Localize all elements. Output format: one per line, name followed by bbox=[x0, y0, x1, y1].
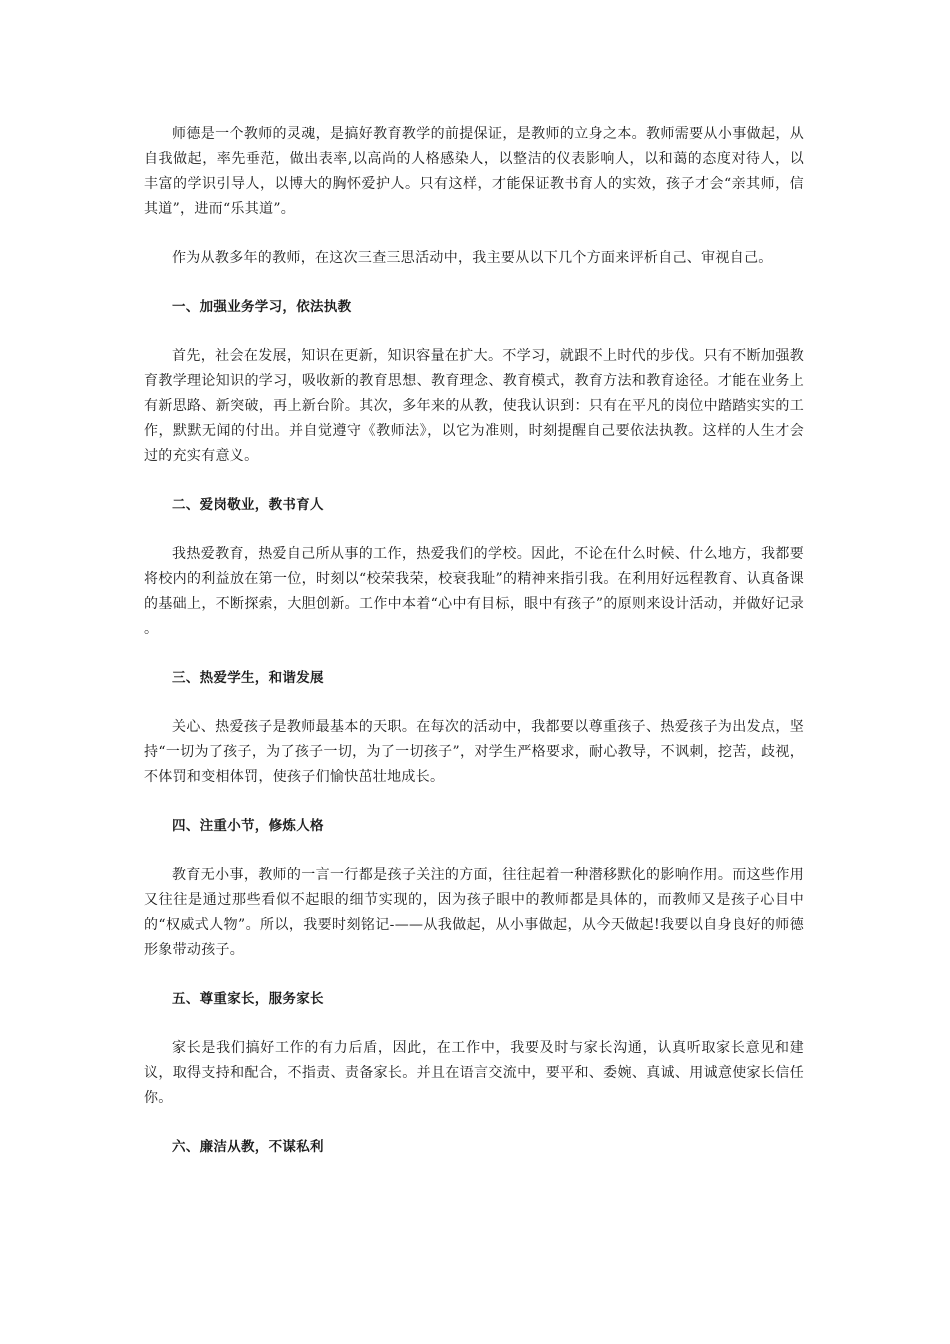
section-heading-4: 四、注重小节，修炼人格 bbox=[172, 818, 324, 834]
section-paragraph-3: 关心、热爱孩子是教师最基本的天职。在每次的活动中，我都要以尊重孩子、热爱孩子为出发点，坚持“一切为了孩子，为了孩子一切，为了一切孩子”，对学生严格要求，耐心教导，不讽刺，挖苦，歧视，不体罚和变相体罚，使孩子们愉快茁壮地成长。 bbox=[144, 719, 804, 785]
section-paragraph-4: 教育无小事，教师的一言一行都是孩子关注的方面，往往起着一种潜移默化的影响作用。而这些作用又往往是通过那些看似不起眼的细节实现的，因为孩子眼中的教师都是具体的，而教师又是孩子心目中的“权威式人物”。所以，我要时刻铭记-——从我做起，从小事做起，从今天做起!我要以自身良好的师德形象带动孩子。 bbox=[144, 867, 804, 958]
section-paragraph-5: 家长是我们搞好工作的有力后盾，因此，在工作中，我要及时与家长沟通，认真听取家长意见和建议，取得支持和配合，不指责、责备家长。并且在语言交流中，要平和、委婉、真诚、用诚意使家长信任你。 bbox=[144, 1040, 804, 1106]
section-heading-3: 三、热爱学生，和谐发展 bbox=[172, 670, 324, 686]
section-paragraph-2: 我热爱教育，热爱自己所从事的工作，热爱我们的学校。因此，不论在什么时候、什么地方，我都要将校内的利益放在第一位，时刻以“校荣我荣，校衰我耻”的精神来指引我。在利用好远程教育、认真备课的基础上，不断探索，大胆创新。工作中本着“心中有目标，眼中有孩子”的原则来设计活动，并做好记录 。 bbox=[144, 546, 804, 637]
section-heading-5: 五、尊重家长，服务家长 bbox=[172, 991, 324, 1007]
section-heading-6: 六、廉洁从教，不谋私利 bbox=[172, 1139, 324, 1155]
section-heading-2: 二、爱岗敬业，教书育人 bbox=[172, 497, 324, 513]
section-heading-1: 一、加强业务学习，依法执教 bbox=[172, 299, 352, 315]
section-paragraph-1: 首先，社会在发展，知识在更新，知识容量在扩大。不学习，就跟不上时代的步伐。只有不断加强教育教学理论知识的学习，吸收新的教育思想、教育理念、教育模式，教育方法和教育途径。才能在业务上有新思路、新突破，再上新台阶。其次，多年来的从教，使我认识到：只有在平凡的岗位中踏踏实实的工作，默默无闻的付出。并自觉遵守《教师法》，以它为准则，时刻提醒自己要依法执教。这样的人生才会过的充实有意义。 bbox=[144, 348, 804, 464]
self-review-paragraph: 作为从教多年的教师，在这次三查三思活动中，我主要从以下几个方面来评析自己、审视自己。 bbox=[172, 250, 773, 266]
document-page bbox=[144, 122, 804, 1184]
intro-paragraph: 师德是一个教师的灵魂，是搞好教育教学的前提保证，是教师的立身之本。教师需要从小事做起，从自我做起，率先垂范，做出表率,以高尚的人格感染人，以整洁的仪表影响人，以和蔼的态度对待人，以丰富的学识引导人，以博大的胸怀爱护人。只有这样，才能保证教书育人的实效，孩子才会“亲其师，信其道”，进而“乐其道”。 bbox=[144, 126, 804, 217]
